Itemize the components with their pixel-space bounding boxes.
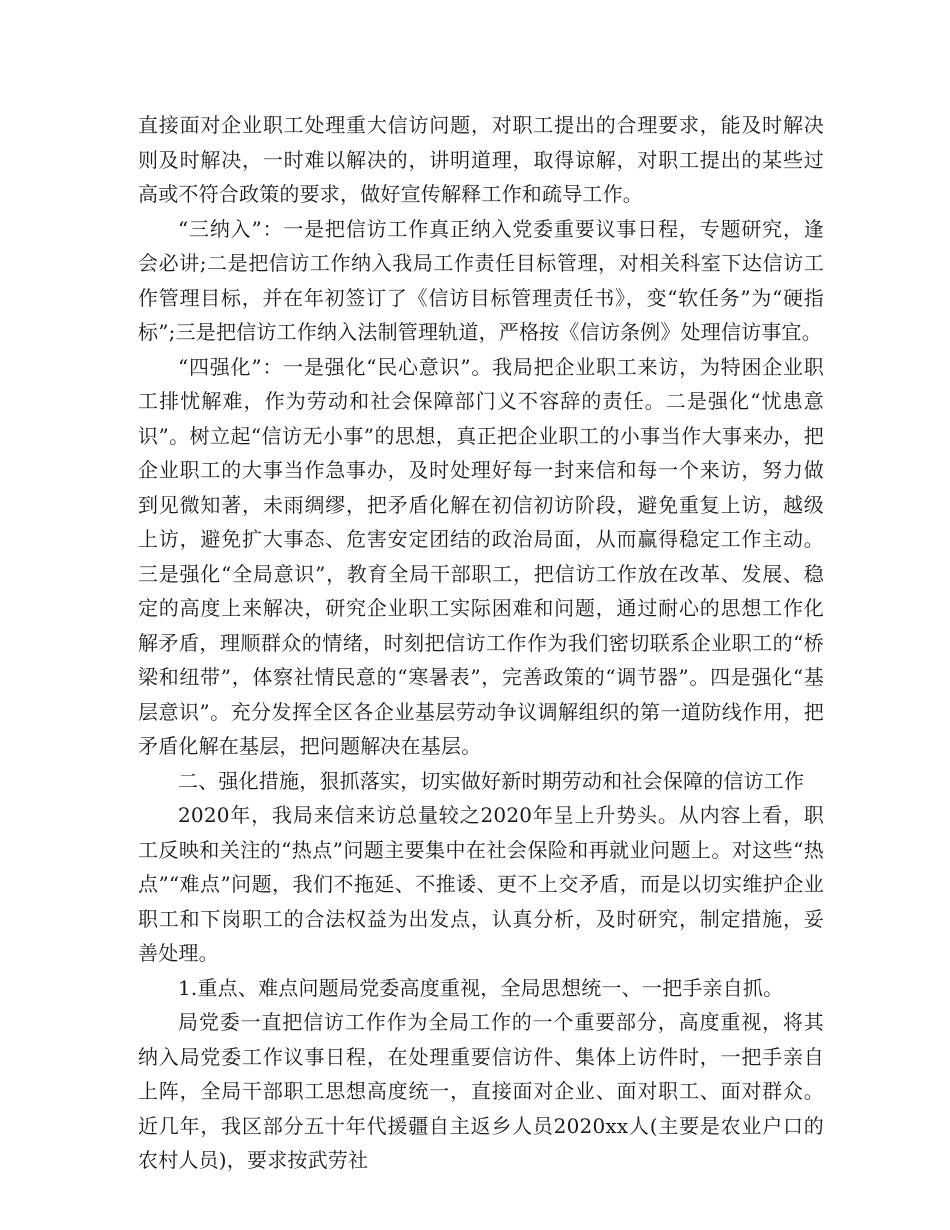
document-body <box>138 108 824 1178</box>
section-heading: 二、强化措施，狠抓落实，切实做好新时期劳动和社会保障的信访工作 <box>178 768 805 793</box>
paragraph: “三纳入”：一是把信访工作真正纳入党委重要议事日程，专题研究，逢会必讲;二是把信访工作纳入我局工作责任目标管理，对相关科室下达信访工作管理目标，并在年初签订了《信访目标管理责任书》，变“软任务”为“硬指标”;三是把信访工作纳入法制管理轨道，严格按《信访条例》处理信访事宜。 <box>138 216 824 344</box>
paragraph: 2020年，我局来信来访总量较之2020年呈上升势头。从内容上看，职工反映和关注的“热点”问题主要集中在社会保险和再就业问题上。对这些“热点”“难点”问题，我们不拖延、不推诿、更不上交矛盾，而是以切实维护企业职工和下岗职工的合法权益为出发点，认真分析，及时研究，制定措施，妥善处理。 <box>138 803 824 965</box>
paragraph: “四强化”：一是强化“民心意识”。我局把企业职工来访，为特困企业职工排忧解难，作为劳动和社会保障部门义不容辞的责任。二是强化“忧患意识”。树立起“信访无小事”的思想，真正把企业职工的小事当作大事来办，把企业职工的大事当作急事办，及时处理好每一封来信和每一个来访，努力做到见微知著，未雨绸缪，把矛盾化解在初信初访阶段，避免重复上访，越级上访，避免扩大事态、危害安定团结的政治局面，从而赢得稳定工作主动。三是强化“全局意识”，教育全局干部职工，把信访工作放在改革、发展、稳定的高度上来解决，研究企业职工实际困难和问题，通过耐心的思想工作化解矛盾，理顺群众的情绪，时刻把信访工作作为我们密切联系企业职工的“桥梁和纽带”，体察社情民意的“寒暑表”，完善政策的“调节器”。四是强化“基层意识”。充分发挥全区各企业基层劳动争议调解组织的第一道防线作用，把矛盾化解在基层，把问题解决在基层。 <box>138 354 824 758</box>
paragraph: 直接面对企业职工处理重大信访问题，对职工提出的合理要求，能及时解决则及时解决，一时难以解决的，讲明道理，取得谅解，对职工提出的某些过高或不符合政策的要求，做好宣传解释工作和疏导工作。 <box>138 113 824 206</box>
subsection-heading: 1.重点、难点问题局党委高度重视，全局思想统一、一把手亲自抓。 <box>178 975 784 1000</box>
paragraph: 局党委一直把信访工作作为全局工作的一个重要部分，高度重视，将其纳入局党委工作议事日程，在处理重要信访件、集体上访件时，一把手亲自上阵，全局干部职工思想高度统一，直接面对企业、面对职工、面对群众。近几年，我区部分五十年代援疆自主返乡人员2020xx人(主要是农业户口的农村人员)，要求按武劳社 <box>138 1010 824 1172</box>
